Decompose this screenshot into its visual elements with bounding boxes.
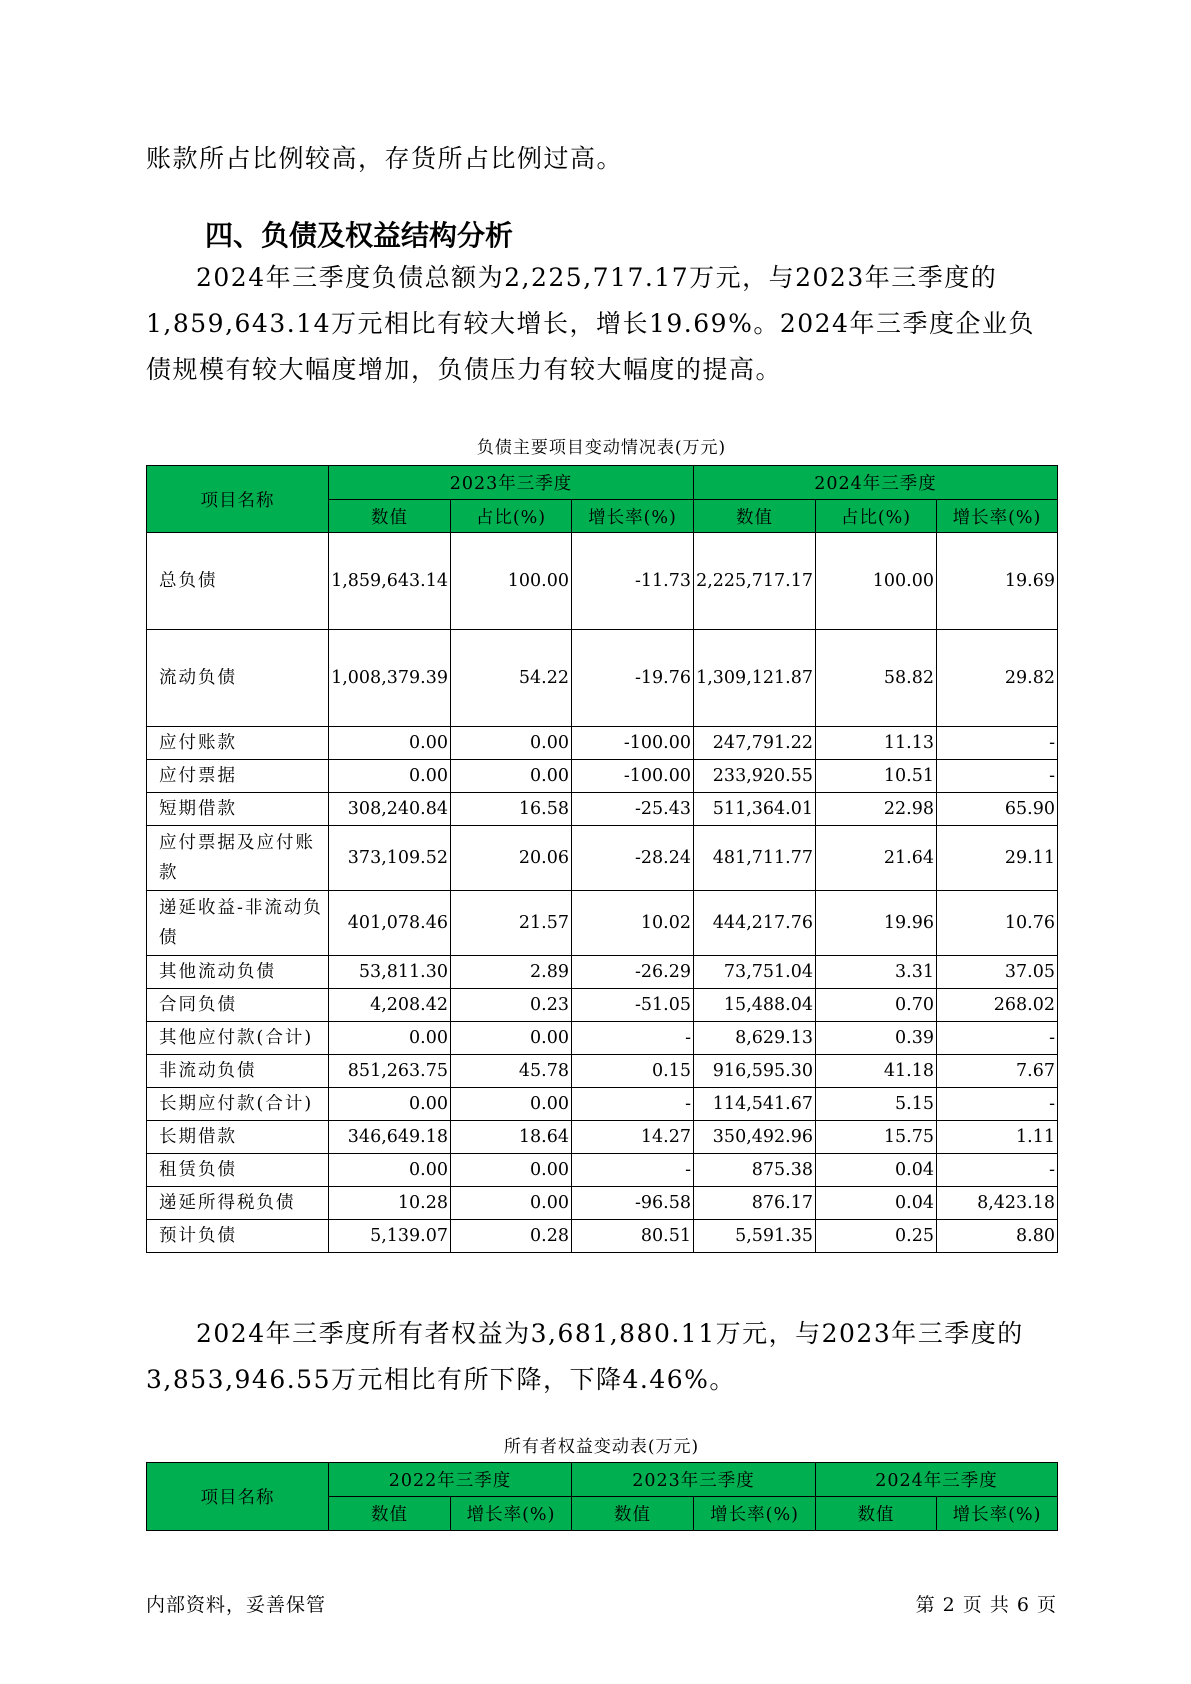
item-name-cell: 递延所得税负债 bbox=[147, 1187, 329, 1220]
growth-2023-cell: 0.15 bbox=[572, 1055, 694, 1088]
value-2023-cell: 5,139.07 bbox=[329, 1220, 451, 1253]
share-2024-cell: 3.31 bbox=[816, 956, 937, 989]
sub-header-share: 占比(%) bbox=[816, 500, 937, 533]
share-2024-cell: 41.18 bbox=[816, 1055, 937, 1088]
growth-2023-cell: -96.58 bbox=[572, 1187, 694, 1220]
value-2023-cell: 10.28 bbox=[329, 1187, 451, 1220]
value-2023-cell: 0.00 bbox=[329, 1154, 451, 1187]
share-2023-cell: 0.00 bbox=[451, 1022, 572, 1055]
value-2024-cell: 114,541.67 bbox=[694, 1088, 816, 1121]
table-row bbox=[147, 1022, 1058, 1055]
sub-header-value: 数值 bbox=[329, 500, 451, 533]
table-row bbox=[147, 956, 1058, 989]
share-2023-cell: 0.28 bbox=[451, 1220, 572, 1253]
sub-header-value: 数值 bbox=[816, 1497, 937, 1531]
value-2024-cell: 875.38 bbox=[694, 1154, 816, 1187]
sub-header-growth: 增长率(%) bbox=[694, 1497, 816, 1531]
item-name-header: 项目名称 bbox=[147, 466, 329, 533]
value-2023-cell: 851,263.75 bbox=[329, 1055, 451, 1088]
growth-2024-cell: 1.11 bbox=[937, 1121, 1058, 1154]
growth-2023-cell: -100.00 bbox=[572, 727, 694, 760]
sub-header-growth: 增长率(%) bbox=[937, 500, 1058, 533]
item-name-cell: 合同负债 bbox=[147, 989, 329, 1022]
item-name-cell: 其他应付款(合计) bbox=[147, 1022, 329, 1055]
share-2024-cell: 10.51 bbox=[816, 760, 937, 793]
share-2024-cell: 100.00 bbox=[816, 533, 937, 630]
item-name-cell: 应付票据及应付账款 bbox=[147, 826, 329, 891]
share-2024-cell: 11.13 bbox=[816, 727, 937, 760]
period-header-2024: 2024年三季度 bbox=[694, 466, 1058, 500]
growth-2023-cell: -19.76 bbox=[572, 630, 694, 727]
equity-paragraph: 2024年三季度所有者权益为3,681,880.11万元，与2023年三季度的3,853,946.55万元相比有所下降，下降4.46%。 bbox=[146, 1319, 1024, 1394]
table-row bbox=[147, 1220, 1058, 1253]
item-name-cell: 流动负债 bbox=[147, 630, 329, 727]
growth-2024-cell: - bbox=[937, 1088, 1058, 1121]
value-2024-cell: 2,225,717.17 bbox=[694, 533, 816, 630]
value-2024-cell: 247,791.22 bbox=[694, 727, 816, 760]
sub-header-value: 数值 bbox=[329, 1497, 451, 1531]
item-name-cell: 短期借款 bbox=[147, 793, 329, 826]
equity-table-caption: 所有者权益变动表(万元) bbox=[503, 1437, 700, 1457]
growth-2023-cell: -100.00 bbox=[572, 760, 694, 793]
value-2024-cell: 1,309,121.87 bbox=[694, 630, 816, 727]
share-2023-cell: 0.00 bbox=[451, 1154, 572, 1187]
share-2024-cell: 19.96 bbox=[816, 891, 937, 956]
value-2024-cell: 916,595.30 bbox=[694, 1055, 816, 1088]
period-header-2023: 2023年三季度 bbox=[329, 466, 694, 500]
intro-line: 账款所占比例较高，存货所占比例过高。 bbox=[146, 144, 624, 173]
growth-2024-cell: 268.02 bbox=[937, 989, 1058, 1022]
value-2024-cell: 511,364.01 bbox=[694, 793, 816, 826]
share-2024-cell: 0.25 bbox=[816, 1220, 937, 1253]
value-2024-cell: 350,492.96 bbox=[694, 1121, 816, 1154]
growth-2024-cell: 19.69 bbox=[937, 533, 1058, 630]
table-row bbox=[147, 891, 1058, 956]
growth-2023-cell: - bbox=[572, 1088, 694, 1121]
sub-header-growth: 增长率(%) bbox=[572, 500, 694, 533]
growth-2024-cell: - bbox=[937, 760, 1058, 793]
liability-table-caption: 负债主要项目变动情况表(万元) bbox=[476, 438, 727, 458]
period-header-2023: 2023年三季度 bbox=[572, 1463, 816, 1497]
table-row bbox=[147, 1055, 1058, 1088]
page-number: 第 2 页 共 6 页 bbox=[915, 1594, 1057, 1616]
sub-header-value: 数值 bbox=[694, 500, 816, 533]
item-name-cell: 长期借款 bbox=[147, 1121, 329, 1154]
sub-header-growth: 增长率(%) bbox=[451, 1497, 572, 1531]
item-name-cell: 非流动负债 bbox=[147, 1055, 329, 1088]
share-2023-cell: 100.00 bbox=[451, 533, 572, 630]
growth-2024-cell: - bbox=[937, 1154, 1058, 1187]
value-2023-cell: 4,208.42 bbox=[329, 989, 451, 1022]
value-2023-cell: 0.00 bbox=[329, 760, 451, 793]
growth-2023-cell: -11.73 bbox=[572, 533, 694, 630]
share-2024-cell: 21.64 bbox=[816, 826, 937, 891]
share-2024-cell: 22.98 bbox=[816, 793, 937, 826]
share-2024-cell: 15.75 bbox=[816, 1121, 937, 1154]
growth-2023-cell: - bbox=[572, 1022, 694, 1055]
value-2023-cell: 1,008,379.39 bbox=[329, 630, 451, 727]
share-2024-cell: 0.70 bbox=[816, 989, 937, 1022]
share-2024-cell: 0.04 bbox=[816, 1154, 937, 1187]
item-name-header: 项目名称 bbox=[147, 1463, 329, 1531]
item-name-cell: 其他流动负债 bbox=[147, 956, 329, 989]
table-row bbox=[147, 533, 1058, 630]
value-2023-cell: 346,649.18 bbox=[329, 1121, 451, 1154]
growth-2024-cell: - bbox=[937, 1022, 1058, 1055]
item-name-cell: 预计负债 bbox=[147, 1220, 329, 1253]
table-row bbox=[147, 727, 1058, 760]
sub-header-share: 占比(%) bbox=[451, 500, 572, 533]
share-2023-cell: 0.00 bbox=[451, 1088, 572, 1121]
item-name-cell: 应付票据 bbox=[147, 760, 329, 793]
share-2023-cell: 18.64 bbox=[451, 1121, 572, 1154]
growth-2024-cell: 65.90 bbox=[937, 793, 1058, 826]
value-2023-cell: 0.00 bbox=[329, 1022, 451, 1055]
share-2023-cell: 45.78 bbox=[451, 1055, 572, 1088]
share-2024-cell: 5.15 bbox=[816, 1088, 937, 1121]
share-2023-cell: 20.06 bbox=[451, 826, 572, 891]
growth-2023-cell: -51.05 bbox=[572, 989, 694, 1022]
share-2023-cell: 16.58 bbox=[451, 793, 572, 826]
sub-header-value: 数值 bbox=[572, 1497, 694, 1531]
table-row bbox=[147, 1154, 1058, 1187]
value-2024-cell: 233,920.55 bbox=[694, 760, 816, 793]
period-header-2024: 2024年三季度 bbox=[816, 1463, 1058, 1497]
item-name-cell: 应付账款 bbox=[147, 727, 329, 760]
footer-note: 内部资料，妥善保管 bbox=[146, 1594, 327, 1616]
share-2023-cell: 0.00 bbox=[451, 1187, 572, 1220]
table-row bbox=[147, 826, 1058, 891]
growth-2024-cell: - bbox=[937, 727, 1058, 760]
growth-2024-cell: 8.80 bbox=[937, 1220, 1058, 1253]
share-2024-cell: 0.04 bbox=[816, 1187, 937, 1220]
growth-2023-cell: 14.27 bbox=[572, 1121, 694, 1154]
share-2023-cell: 0.00 bbox=[451, 760, 572, 793]
value-2023-cell: 53,811.30 bbox=[329, 956, 451, 989]
value-2023-cell: 0.00 bbox=[329, 727, 451, 760]
growth-2024-cell: 10.76 bbox=[937, 891, 1058, 956]
growth-2024-cell: 7.67 bbox=[937, 1055, 1058, 1088]
share-2023-cell: 2.89 bbox=[451, 956, 572, 989]
table-row bbox=[147, 793, 1058, 826]
liability-paragraph: 2024年三季度负债总额为2,225,717.17万元，与2023年三季度的1,859,643.14万元相比有较大增长，增长19.69%。2024年三季度企业负债规模有较大幅度增加，负债压力有较大幅度的提高。 bbox=[146, 263, 1035, 384]
growth-2024-cell: 8,423.18 bbox=[937, 1187, 1058, 1220]
table-row bbox=[147, 1187, 1058, 1220]
share-2024-cell: 0.39 bbox=[816, 1022, 937, 1055]
item-name-cell: 长期应付款(合计) bbox=[147, 1088, 329, 1121]
table-row bbox=[147, 630, 1058, 727]
item-name-cell: 租赁负债 bbox=[147, 1154, 329, 1187]
equity-table bbox=[146, 1462, 1058, 1531]
value-2024-cell: 8,629.13 bbox=[694, 1022, 816, 1055]
table-row bbox=[147, 989, 1058, 1022]
growth-2023-cell: 10.02 bbox=[572, 891, 694, 956]
value-2023-cell: 0.00 bbox=[329, 1088, 451, 1121]
section-heading: 四、负债及权益结构分析 bbox=[205, 219, 514, 252]
table-row bbox=[147, 760, 1058, 793]
growth-2024-cell: 29.82 bbox=[937, 630, 1058, 727]
share-2023-cell: 21.57 bbox=[451, 891, 572, 956]
share-2023-cell: 0.23 bbox=[451, 989, 572, 1022]
value-2024-cell: 15,488.04 bbox=[694, 989, 816, 1022]
value-2024-cell: 5,591.35 bbox=[694, 1220, 816, 1253]
value-2023-cell: 373,109.52 bbox=[329, 826, 451, 891]
growth-2023-cell: - bbox=[572, 1154, 694, 1187]
value-2023-cell: 1,859,643.14 bbox=[329, 533, 451, 630]
period-header-2022: 2022年三季度 bbox=[329, 1463, 572, 1497]
growth-2023-cell: -28.24 bbox=[572, 826, 694, 891]
growth-2023-cell: 80.51 bbox=[572, 1220, 694, 1253]
share-2023-cell: 0.00 bbox=[451, 727, 572, 760]
item-name-cell: 总负债 bbox=[147, 533, 329, 630]
value-2024-cell: 481,711.77 bbox=[694, 826, 816, 891]
value-2024-cell: 876.17 bbox=[694, 1187, 816, 1220]
liability-table bbox=[146, 465, 1058, 1253]
value-2024-cell: 73,751.04 bbox=[694, 956, 816, 989]
value-2023-cell: 308,240.84 bbox=[329, 793, 451, 826]
value-2023-cell: 401,078.46 bbox=[329, 891, 451, 956]
share-2024-cell: 58.82 bbox=[816, 630, 937, 727]
item-name-cell: 递延收益-非流动负债 bbox=[147, 891, 329, 956]
table-row bbox=[147, 1121, 1058, 1154]
share-2023-cell: 54.22 bbox=[451, 630, 572, 727]
growth-2023-cell: -26.29 bbox=[572, 956, 694, 989]
value-2024-cell: 444,217.76 bbox=[694, 891, 816, 956]
growth-2024-cell: 29.11 bbox=[937, 826, 1058, 891]
sub-header-growth: 增长率(%) bbox=[937, 1497, 1058, 1531]
table-row bbox=[147, 1088, 1058, 1121]
growth-2023-cell: -25.43 bbox=[572, 793, 694, 826]
growth-2024-cell: 37.05 bbox=[937, 956, 1058, 989]
